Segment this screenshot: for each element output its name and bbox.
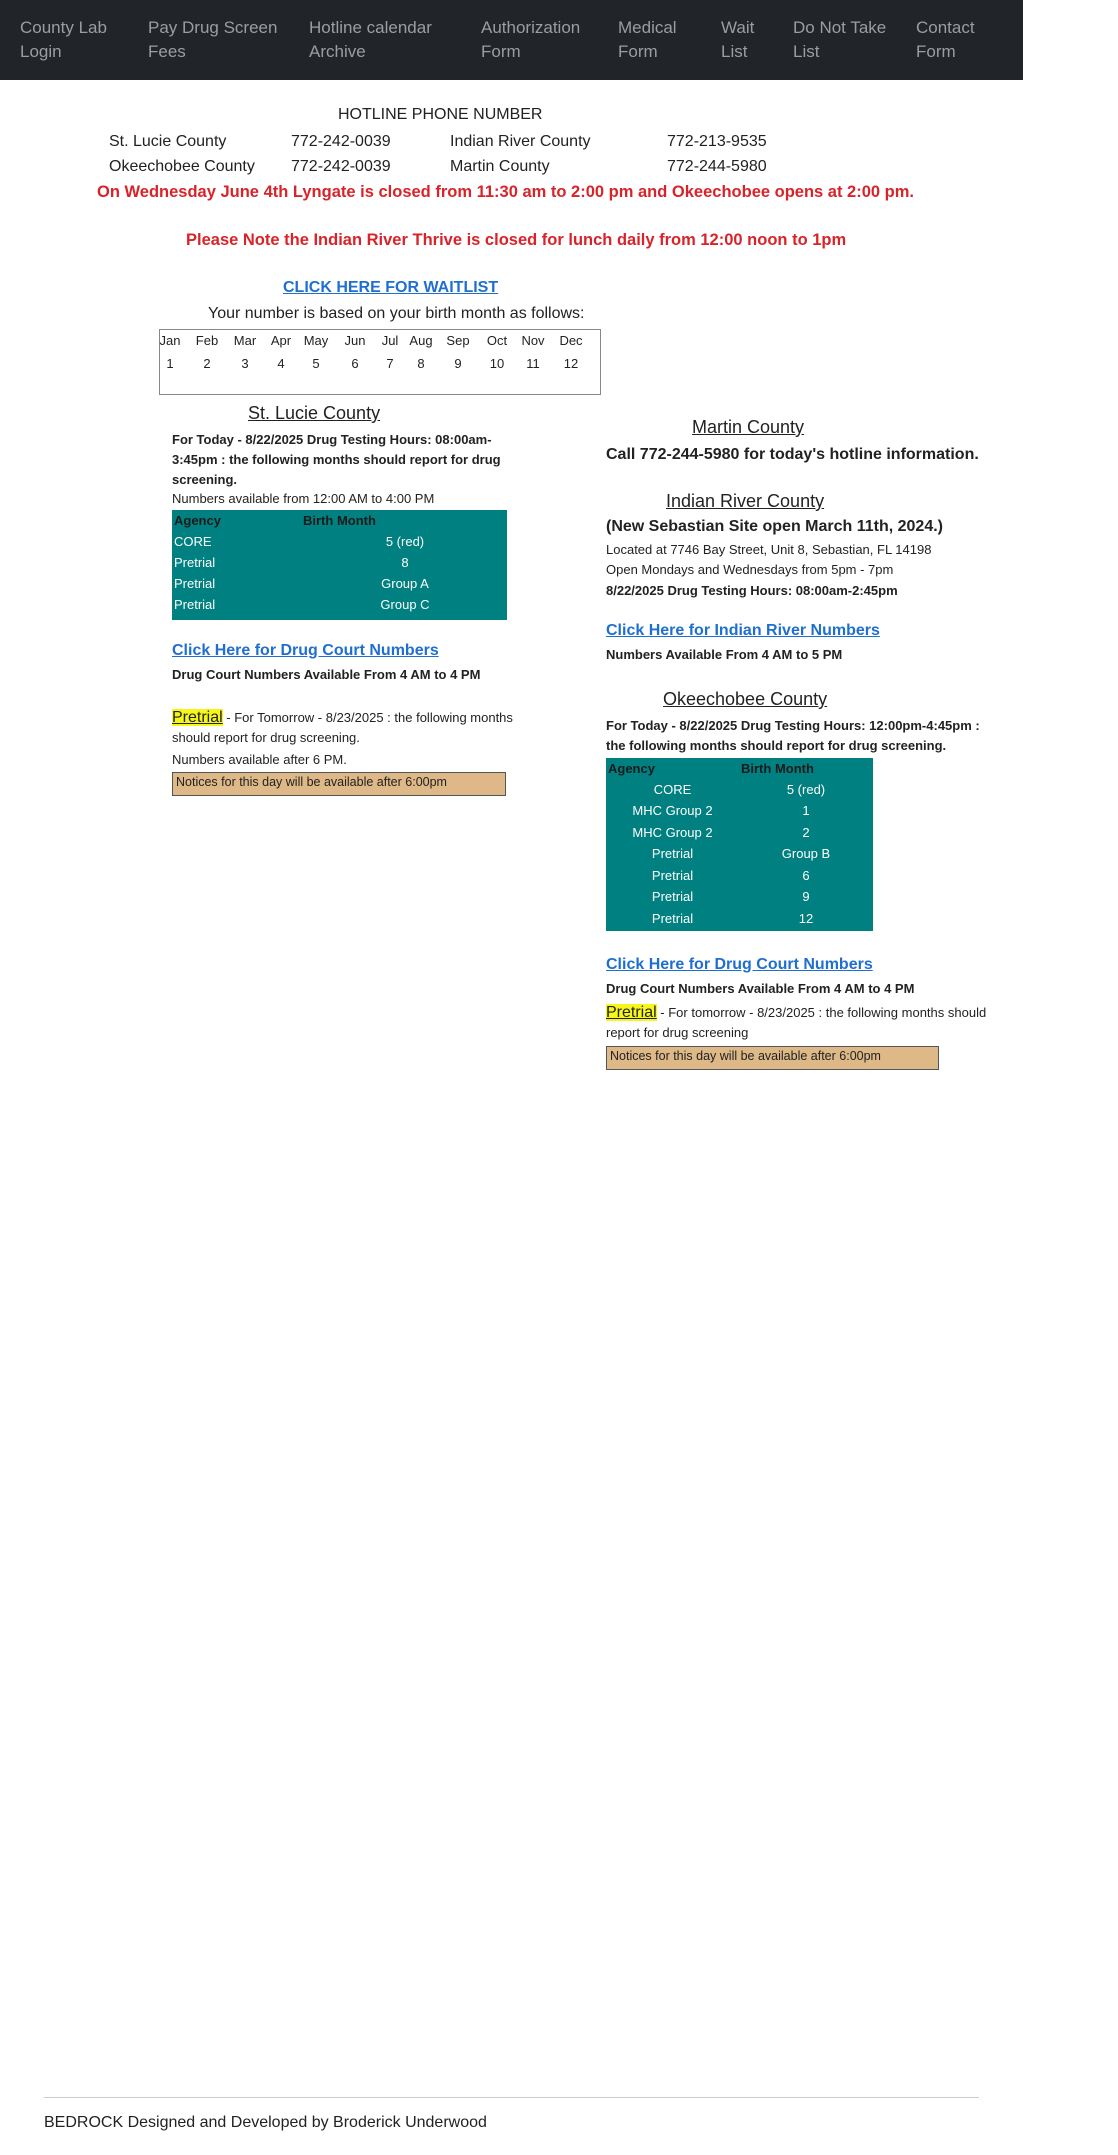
month-number: 10 [489,356,505,371]
table-row [172,552,507,573]
agency-cell: Pretrial [651,846,694,861]
month-number: 1 [166,356,174,371]
month-number: 2 [203,356,211,371]
indian-river-title: Indian River County [666,491,825,511]
st-lucie-tomorrow-info: Pretrial - For Tomorrow - 8/23/2025 : the following months should report for drug screening. [172,709,513,745]
month-number: 4 [277,356,285,371]
footer-divider [44,2097,979,2098]
agency-cell: MHC Group 2 [632,825,713,840]
lyngate-closure-notice: On Wednesday June 4th Lyngate is closed from 11:30 am to 2:00 pm and Okeechobee opens at 2:00 pm. [97,183,914,201]
birth-month-subtitle: Your number is based on your birth month as follows: [208,305,585,322]
agency-cell: Pretrial [651,889,694,904]
month-label: Oct [486,333,508,348]
nav-wait-list[interactable]: Wait List [721,18,755,61]
month-label: Mar [233,333,257,348]
indian-river-hours: 8/22/2025 Drug Testing Hours: 08:00am-2:45pm [606,583,898,598]
hotline-phone-st-lucie: 772-242-0039 [291,133,391,150]
table-row [172,573,507,594]
agency-cell: Pretrial [651,868,694,883]
st-lucie-drug-court-link[interactable]: Click Here for Drug Court Numbers [172,642,439,659]
birth-month-cell: Group B [781,846,831,861]
okeechobee-drug-court-link[interactable]: Click Here for Drug Court Numbers [606,956,873,973]
st-lucie-tomorrow-availability: Numbers available after 6 PM. [172,752,347,767]
st-lucie-notice-box: Notices for this day will be available after 6:00pm [172,772,506,796]
table-row [606,843,873,864]
table-row [606,779,873,800]
hotline-phone-martin: 772-244-5980 [667,158,767,175]
agency-cell: CORE [174,534,212,549]
birth-month-cell: Group A [381,576,429,591]
month-label: Apr [270,333,292,348]
st-lucie-availability: Numbers available from 12:00 AM to 4:00 PM [172,491,435,506]
pretrial-highlight: Pretrial [172,709,223,726]
month-number: 5 [312,356,320,371]
month-label: Jun [344,333,366,348]
indian-river-availability: Numbers Available From 4 AM to 5 PM [606,647,843,662]
st-lucie-today-hours: For Today - 8/22/2025 Drug Testing Hours: 08:00am- 3:45pm : the following months should report for drug screening. [172,432,501,487]
hotline-county-martin: Martin County [450,158,550,175]
birth-month-cell: 6 [802,868,810,883]
okeechobee-drug-court-hours: Drug Court Numbers Available From 4 AM to 4 PM [606,981,915,996]
month-label: Sep [446,333,470,348]
table-row [606,865,873,886]
agency-cell: Pretrial [174,597,216,612]
nav-hotline-calendar-archive[interactable]: Hotline calendar Archive [309,18,432,61]
table-row [172,531,507,552]
thrive-lunch-notice: Please Note the Indian River Thrive is closed for lunch daily from 12:00 noon to 1pm [186,231,847,249]
st-lucie-schedule-table [172,510,507,620]
table-row [606,800,873,821]
birth-month-cell: 8 [401,555,409,570]
nav-medical-form[interactable]: Medical Form [618,18,677,61]
martin-call-info: Call 772-244-5980 for today's hotline information. [606,446,979,463]
table-row [606,822,873,843]
okeechobee-notice-box: Notices for this day will be available after 6:00pm [606,1046,939,1070]
table-row [606,908,873,929]
birth-month-table [159,329,601,395]
okeechobee-today-hours: For Today - 8/22/2025 Drug Testing Hours: 12:00pm-4:45pm : the following months should report for drug screening. [606,718,980,753]
okeechobee-title: Okeechobee County [663,689,828,709]
okeechobee-tomorrow-info: Pretrial - For tomorrow - 8/23/2025 : the following months should report for drug screening [606,1004,987,1040]
indian-river-numbers-link[interactable]: Click Here for Indian River Numbers [606,622,880,639]
indian-river-new-site: (New Sebastian Site open March 11th, 2024.) [606,518,943,535]
table-row [606,886,873,907]
nav-contact-form[interactable]: Contact Form [916,18,975,61]
month-label: Feb [195,333,219,348]
month-label: May [303,333,329,348]
indian-river-open-days: Open Mondays and Wednesdays from 5pm - 7pm [606,562,894,577]
hotline-county-okeechobee: Okeechobee County [109,158,255,175]
agency-cell: CORE [653,782,692,797]
month-number: 6 [351,356,359,371]
hotline-title: HOTLINE PHONE NUMBER [338,106,543,123]
month-number: 9 [454,356,462,371]
birth-month-cell: 2 [802,825,810,840]
hotline-county-indian-river: Indian River County [450,133,591,150]
top-navbar [0,0,1023,80]
month-number: 12 [563,356,579,371]
martin-title: Martin County [692,417,805,437]
month-label: Dec [559,333,583,348]
st-lucie-title: St. Lucie County [248,403,381,423]
birth-month-cell: 5 (red) [385,534,425,549]
hotline-county-st-lucie: St. Lucie County [109,133,227,150]
birth-month-cell: 12 [798,911,814,926]
agency-cell: MHC Group 2 [632,803,713,818]
birth-month-cell: 5 (red) [786,782,826,797]
table-header-agency: Agency [608,761,655,776]
nav-pay-drug-screen-fees[interactable]: Pay Drug Screen Fees [148,18,278,61]
table-header-birth-month: Birth Month [741,761,814,776]
nav-do-not-take-list[interactable]: Do Not Take List [793,18,887,61]
nav-authorization-form[interactable]: Authorization Form [481,18,581,61]
hotline-phone-indian-river: 772-213-9535 [667,133,767,150]
table-row [172,594,507,615]
month-label: Nov [521,333,545,348]
month-number: 11 [526,356,540,371]
nav-county-lab-login[interactable]: County Lab Login [20,18,107,61]
month-label: Jul [381,333,399,348]
okeechobee-schedule-table [606,758,873,931]
month-number: 8 [417,356,425,371]
indian-river-address: Located at 7746 Bay Street, Unit 8, Sebastian, FL 14198 [606,542,932,557]
birth-month-cell: 9 [802,889,810,904]
month-label: Jan [159,333,181,348]
birth-month-cell: 1 [802,803,810,818]
agency-cell: Pretrial [174,555,216,570]
month-label: Aug [409,333,433,348]
month-number: 3 [241,356,249,371]
table-header-agency: Agency [174,513,221,528]
table-header-birth-month: Birth Month [303,513,376,528]
birth-month-cell: Group C [380,597,430,612]
hotline-phone-okeechobee: 772-242-0039 [291,158,391,175]
pretrial-highlight: Pretrial [606,1004,657,1021]
agency-cell: Pretrial [651,911,694,926]
footer-credit: BEDROCK Designed and Developed by Broderick Underwood [44,2114,487,2131]
st-lucie-drug-court-hours: Drug Court Numbers Available From 4 AM to 4 PM [172,667,481,682]
waitlist-link[interactable]: CLICK HERE FOR WAITLIST [283,279,499,296]
agency-cell: Pretrial [174,576,216,591]
month-number: 7 [386,356,394,371]
